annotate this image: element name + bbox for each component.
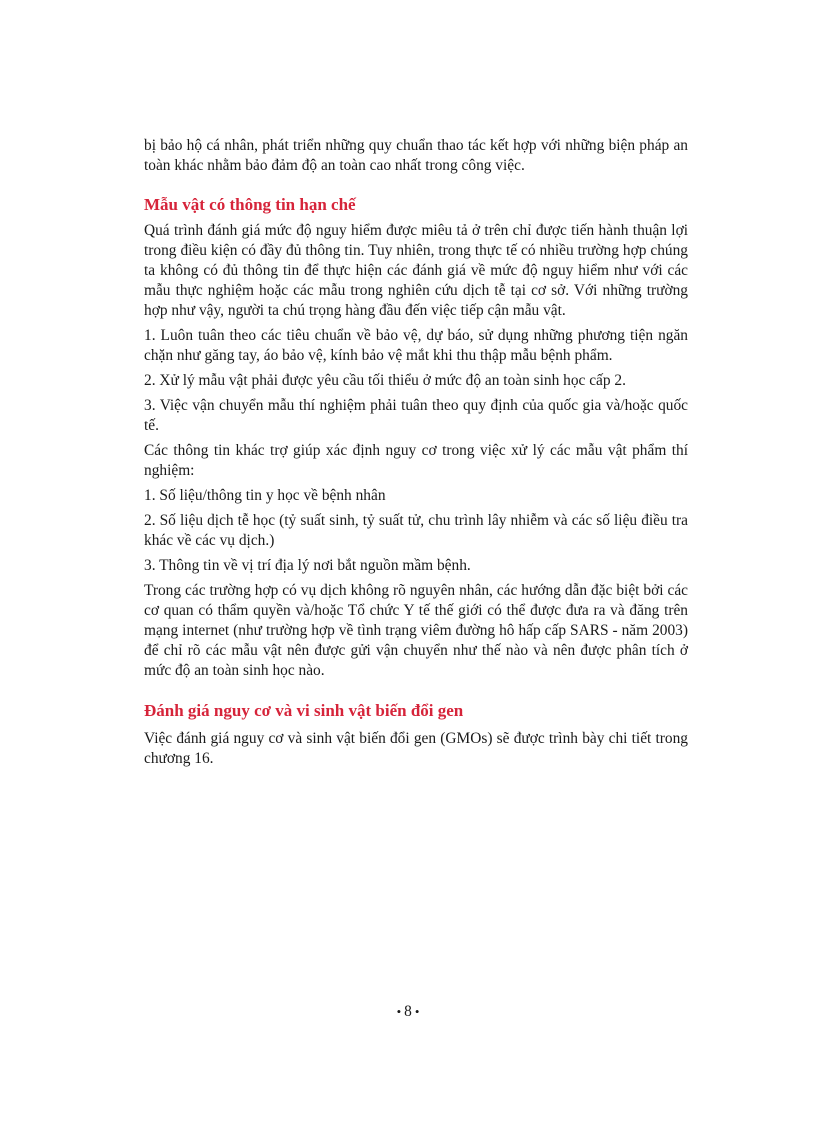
list-item-biosafety-level: 2. Xử lý mẫu vật phải được yêu cầu tối thiểu ở mức độ an toàn sinh học cấp 2. [144, 372, 626, 389]
section1-paragraph: Các thông tin khác trợ giúp xác định nguy cơ trong việc xử lý các mẫu vật phẩm thí nghiệm: [144, 442, 688, 479]
intro-paragraph: bị bảo hộ cá nhân, phát triển những quy chuẩn thao tác kết hợp với những biện pháp an toàn khác nhằm bảo đảm độ an toàn cao nhất trong công việc. [144, 137, 688, 174]
section-heading-limited-info-samples: Mẫu vật có thông tin hạn chế [144, 195, 356, 214]
section1-paragraph: Quá trình đánh giá mức độ nguy hiểm được miêu tả ở trên chỉ được tiến hành thuận lợi trong điều kiện có đầy đủ thông tin. Tuy nhiên, trong thực tế có nhiều trường hợp chúng ta không có đủ thông tin để thực hiện các đánh giá về mức độ nguy hiểm như với các mẫu thực nghiệm hoặc các mẫu trong nghiên cứu dịch tễ tại cơ sở. Với những trường hợp như vậy, người ta chú trọng hàng đầu đến việc tiếp cận mẫu vật. [144, 222, 688, 319]
section1-paragraph: Trong các trường hợp có vụ dịch không rõ nguyên nhân, các hướng dẫn đặc biệt bởi các cơ quan có thẩm quyền và/hoặc Tổ chức Y tế thế giới có thể được đưa ra và đăng trên mạng internet (như trường hợp về tình trạng viêm đường hô hấp cấp SARS - năm 2003) để chỉ rõ các mẫu vật nên được gửi vận chuyển như thế nào và nên được phân tích ở mức độ an toàn sinh học nào. [144, 582, 688, 679]
list-item-geographic-origin: 3. Thông tin về vị trí địa lý nơi bắt nguồn mầm bệnh. [144, 557, 471, 574]
page-content [144, 136, 688, 769]
page-number-value: 8 [404, 1003, 412, 1020]
list-item-protection-standards: 1. Luôn tuân theo các tiêu chuẩn về bảo vệ, dự báo, sử dụng những phương tiện ngăn chặn như găng tay, áo bảo vệ, kính bảo vệ mắt khi thu thập mẫu bệnh phẩm. [144, 327, 688, 364]
list-item-patient-data: 1. Số liệu/thông tin y học về bệnh nhân [144, 487, 386, 504]
bullet-icon: • [396, 1004, 402, 1019]
bullet-icon: • [414, 1004, 420, 1019]
list-item-transport-regulations: 3. Việc vận chuyển mẫu thí nghiệm phải tuân theo quy định của quốc gia và/hoặc quốc tế. [144, 397, 688, 434]
section-heading-risk-gmo: Đánh giá nguy cơ và vi sinh vật biến đổi gen [144, 701, 464, 720]
section2-paragraph: Việc đánh giá nguy cơ và sinh vật biến đổi gen (GMOs) sẽ được trình bày chi tiết trong chương 16. [144, 730, 688, 767]
page-number [0, 1002, 816, 1022]
list-item-epidemiology-data: 2. Số liệu dịch tễ học (tỷ suất sinh, tỷ suất tử, chu trình lây nhiễm và các số liệu điều tra khác về các vụ dịch.) [144, 512, 688, 549]
